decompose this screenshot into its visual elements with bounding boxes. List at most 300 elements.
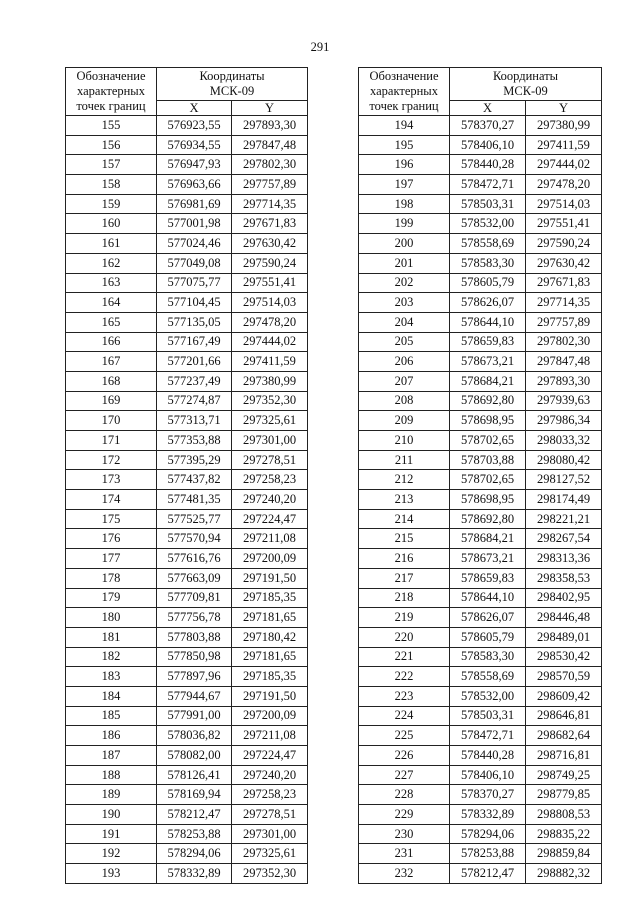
point-number-cell: 206 — [359, 352, 450, 372]
table-row — [359, 253, 602, 273]
table-row — [359, 864, 602, 884]
table-row — [359, 529, 602, 549]
x-coordinate-cell: 578702,65 — [450, 470, 526, 490]
point-number-cell: 186 — [66, 726, 157, 746]
y-coordinate-cell: 298749,25 — [526, 765, 602, 785]
point-number-cell: 183 — [66, 667, 157, 687]
page-number: 291 — [310, 40, 330, 54]
x-coordinate-cell: 578472,71 — [450, 726, 526, 746]
table-row — [359, 470, 602, 490]
table-row — [66, 470, 308, 490]
y-coordinate-cell: 297514,03 — [526, 194, 602, 214]
point-number-cell: 156 — [66, 135, 157, 155]
point-number-cell: 195 — [359, 135, 450, 155]
x-column-header: X — [157, 101, 232, 116]
point-number-cell: 221 — [359, 647, 450, 667]
y-coordinate-cell: 297240,20 — [232, 765, 308, 785]
point-number-cell: 179 — [66, 588, 157, 608]
table-row — [66, 194, 308, 214]
table-row — [66, 529, 308, 549]
point-number-cell: 225 — [359, 726, 450, 746]
point-number-cell: 231 — [359, 844, 450, 864]
table-row — [66, 765, 308, 785]
y-coordinate-cell: 297478,20 — [232, 312, 308, 332]
x-coordinate-cell: 577525,77 — [157, 509, 232, 529]
table-row — [66, 844, 308, 864]
point-number-cell: 173 — [66, 470, 157, 490]
table-row — [359, 411, 602, 431]
x-coordinate-cell: 577237,49 — [157, 371, 232, 391]
point-number-cell: 191 — [66, 824, 157, 844]
table-row — [359, 135, 602, 155]
y-coordinate-cell: 298127,52 — [526, 470, 602, 490]
y-coordinate-cell: 297939,63 — [526, 391, 602, 411]
y-coordinate-cell: 297590,24 — [232, 253, 308, 273]
table-row — [66, 706, 308, 726]
point-number-cell: 229 — [359, 805, 450, 825]
table-row — [66, 568, 308, 588]
x-coordinate-cell: 578532,00 — [450, 686, 526, 706]
x-coordinate-cell: 578440,28 — [450, 746, 526, 766]
table-row — [359, 509, 602, 529]
point-number-cell: 199 — [359, 214, 450, 234]
y-coordinate-cell: 298267,54 — [526, 529, 602, 549]
x-coordinate-cell: 578294,06 — [450, 824, 526, 844]
table-row — [66, 214, 308, 234]
point-number-cell: 192 — [66, 844, 157, 864]
x-coordinate-cell: 578370,27 — [450, 785, 526, 805]
y-coordinate-cell: 298530,42 — [526, 647, 602, 667]
table-row — [66, 293, 308, 313]
y-coordinate-cell: 298646,81 — [526, 706, 602, 726]
table-row — [359, 588, 602, 608]
point-number-cell: 174 — [66, 490, 157, 510]
y-coordinate-cell: 298682,64 — [526, 726, 602, 746]
y-coordinate-cell: 298570,59 — [526, 667, 602, 687]
point-number-cell: 212 — [359, 470, 450, 490]
y-coordinate-cell: 297847,48 — [526, 352, 602, 372]
coordinates-table-right — [358, 67, 602, 884]
y-coordinate-cell: 297757,89 — [232, 175, 308, 195]
x-coordinate-cell: 578673,21 — [450, 352, 526, 372]
y-coordinate-cell: 297185,35 — [232, 667, 308, 687]
point-number-cell: 182 — [66, 647, 157, 667]
y-coordinate-cell: 298358,53 — [526, 568, 602, 588]
point-number-cell: 205 — [359, 332, 450, 352]
y-coordinate-cell: 297211,08 — [232, 726, 308, 746]
x-coordinate-cell: 578082,00 — [157, 746, 232, 766]
x-coordinate-cell: 578583,30 — [450, 647, 526, 667]
x-coordinate-cell: 577274,87 — [157, 391, 232, 411]
table-row — [359, 706, 602, 726]
point-number-cell: 161 — [66, 234, 157, 254]
table-row — [66, 155, 308, 175]
point-number-cell: 159 — [66, 194, 157, 214]
x-coordinate-cell: 578692,80 — [450, 391, 526, 411]
point-number-cell: 218 — [359, 588, 450, 608]
table-row — [359, 726, 602, 746]
table-row — [359, 273, 602, 293]
x-coordinate-cell: 578036,82 — [157, 726, 232, 746]
table-row — [66, 312, 308, 332]
x-coordinate-cell: 578659,83 — [450, 332, 526, 352]
x-coordinate-cell: 578212,47 — [450, 864, 526, 884]
point-number-cell: 185 — [66, 706, 157, 726]
x-coordinate-cell: 577049,08 — [157, 253, 232, 273]
table-row — [66, 686, 308, 706]
point-number-cell: 223 — [359, 686, 450, 706]
table-row — [359, 214, 602, 234]
x-coordinate-cell: 577803,88 — [157, 627, 232, 647]
point-number-cell: 165 — [66, 312, 157, 332]
x-coordinate-cell: 578253,88 — [157, 824, 232, 844]
x-coordinate-cell: 578692,80 — [450, 509, 526, 529]
x-coordinate-cell: 578702,65 — [450, 431, 526, 451]
y-coordinate-cell: 297352,30 — [232, 864, 308, 884]
coordinates-header: Координаты МСК-09 — [157, 68, 308, 101]
point-number-cell: 168 — [66, 371, 157, 391]
x-coordinate-cell: 578684,21 — [450, 529, 526, 549]
x-coordinate-cell: 578440,28 — [450, 155, 526, 175]
x-coordinate-cell: 578558,69 — [450, 234, 526, 254]
table-row — [359, 194, 602, 214]
point-number-cell: 211 — [359, 450, 450, 470]
x-coordinate-cell: 577313,71 — [157, 411, 232, 431]
point-number-cell: 177 — [66, 549, 157, 569]
table-row — [66, 332, 308, 352]
x-coordinate-cell: 578659,83 — [450, 568, 526, 588]
x-coordinate-cell: 576947,93 — [157, 155, 232, 175]
y-coordinate-cell: 298489,01 — [526, 627, 602, 647]
table-row — [66, 116, 308, 136]
table-row — [359, 293, 602, 313]
x-coordinate-cell: 578684,21 — [450, 371, 526, 391]
x-coordinate-cell: 578698,95 — [450, 411, 526, 431]
coordinates-table-left — [65, 67, 308, 884]
table-row — [66, 371, 308, 391]
x-coordinate-cell: 577167,49 — [157, 332, 232, 352]
x-coordinate-cell: 577897,96 — [157, 667, 232, 687]
x-coordinate-cell: 578673,21 — [450, 549, 526, 569]
point-number-cell: 226 — [359, 746, 450, 766]
y-coordinate-cell: 297757,89 — [526, 312, 602, 332]
point-number-cell: 164 — [66, 293, 157, 313]
table-row — [359, 824, 602, 844]
point-number-cell: 158 — [66, 175, 157, 195]
y-coordinate-cell: 297258,23 — [232, 470, 308, 490]
table-row — [359, 608, 602, 628]
x-coordinate-cell: 578583,30 — [450, 253, 526, 273]
point-number-cell: 170 — [66, 411, 157, 431]
x-coordinate-cell: 577709,81 — [157, 588, 232, 608]
x-coordinate-cell: 577991,00 — [157, 706, 232, 726]
y-coordinate-cell: 297802,30 — [526, 332, 602, 352]
x-coordinate-cell: 578605,79 — [450, 273, 526, 293]
point-number-cell: 219 — [359, 608, 450, 628]
y-coordinate-cell: 298716,81 — [526, 746, 602, 766]
point-number-cell: 187 — [66, 746, 157, 766]
point-number-cell: 167 — [66, 352, 157, 372]
y-coordinate-cell: 297301,00 — [232, 431, 308, 451]
table-row — [66, 352, 308, 372]
y-coordinate-cell: 297551,41 — [232, 273, 308, 293]
x-coordinate-cell: 578698,95 — [450, 490, 526, 510]
point-number-cell: 189 — [66, 785, 157, 805]
x-coordinate-cell: 577395,29 — [157, 450, 232, 470]
x-coordinate-cell: 577481,35 — [157, 490, 232, 510]
y-coordinate-cell: 298859,84 — [526, 844, 602, 864]
y-coordinate-cell: 298609,42 — [526, 686, 602, 706]
table-row — [66, 431, 308, 451]
y-coordinate-cell: 297180,42 — [232, 627, 308, 647]
table-row — [359, 765, 602, 785]
y-coordinate-cell: 298221,21 — [526, 509, 602, 529]
point-number-cell: 204 — [359, 312, 450, 332]
table-row — [359, 667, 602, 687]
point-number-cell: 230 — [359, 824, 450, 844]
table-row — [359, 352, 602, 372]
point-label-header: Обозначение характерных точек границ — [66, 68, 157, 116]
table-row — [359, 686, 602, 706]
point-number-cell: 207 — [359, 371, 450, 391]
point-number-cell: 176 — [66, 529, 157, 549]
table-row — [66, 746, 308, 766]
point-number-cell: 169 — [66, 391, 157, 411]
x-coordinate-cell: 578558,69 — [450, 667, 526, 687]
y-coordinate-cell: 297444,02 — [526, 155, 602, 175]
x-coordinate-cell: 576934,55 — [157, 135, 232, 155]
y-coordinate-cell: 297551,41 — [526, 214, 602, 234]
x-coordinate-cell: 578406,10 — [450, 765, 526, 785]
y-coordinate-cell: 297630,42 — [232, 234, 308, 254]
x-coordinate-cell: 577353,88 — [157, 431, 232, 451]
point-number-cell: 197 — [359, 175, 450, 195]
x-coordinate-cell: 576963,66 — [157, 175, 232, 195]
table-row — [359, 450, 602, 470]
x-coordinate-cell: 578370,27 — [450, 116, 526, 136]
x-coordinate-cell: 577616,76 — [157, 549, 232, 569]
y-coordinate-cell: 297191,50 — [232, 686, 308, 706]
point-number-cell: 222 — [359, 667, 450, 687]
table-row — [66, 175, 308, 195]
y-coordinate-cell: 297411,59 — [232, 352, 308, 372]
table-row — [359, 371, 602, 391]
y-coordinate-cell: 297380,99 — [526, 116, 602, 136]
point-number-cell: 166 — [66, 332, 157, 352]
point-number-cell: 220 — [359, 627, 450, 647]
y-coordinate-cell: 297224,47 — [232, 509, 308, 529]
x-coordinate-cell: 577570,94 — [157, 529, 232, 549]
table-row — [66, 805, 308, 825]
point-label-header: Обозначение характерных точек границ — [359, 68, 450, 116]
point-number-cell: 188 — [66, 765, 157, 785]
y-coordinate-cell: 297278,51 — [232, 805, 308, 825]
y-coordinate-cell: 297352,30 — [232, 391, 308, 411]
point-number-cell: 196 — [359, 155, 450, 175]
table-row — [359, 490, 602, 510]
point-number-cell: 162 — [66, 253, 157, 273]
point-number-cell: 155 — [66, 116, 157, 136]
y-coordinate-cell: 297847,48 — [232, 135, 308, 155]
point-number-cell: 180 — [66, 608, 157, 628]
x-coordinate-cell: 578332,89 — [157, 864, 232, 884]
x-coordinate-cell: 577104,45 — [157, 293, 232, 313]
y-coordinate-cell: 298313,36 — [526, 549, 602, 569]
point-number-cell: 172 — [66, 450, 157, 470]
point-number-cell: 215 — [359, 529, 450, 549]
y-coordinate-cell: 297444,02 — [232, 332, 308, 352]
y-coordinate-cell: 297630,42 — [526, 253, 602, 273]
x-coordinate-cell: 578294,06 — [157, 844, 232, 864]
x-coordinate-cell: 577437,82 — [157, 470, 232, 490]
x-coordinate-cell: 577001,98 — [157, 214, 232, 234]
y-coordinate-cell: 298402,95 — [526, 588, 602, 608]
y-coordinate-cell: 297301,00 — [232, 824, 308, 844]
x-coordinate-cell: 578332,89 — [450, 805, 526, 825]
table-row — [66, 234, 308, 254]
table-row — [359, 568, 602, 588]
point-number-cell: 208 — [359, 391, 450, 411]
x-coordinate-cell: 578253,88 — [450, 844, 526, 864]
y-coordinate-cell: 297185,35 — [232, 588, 308, 608]
x-coordinate-cell: 577135,05 — [157, 312, 232, 332]
y-coordinate-cell: 297411,59 — [526, 135, 602, 155]
y-coordinate-cell: 297986,34 — [526, 411, 602, 431]
x-coordinate-cell: 578626,07 — [450, 608, 526, 628]
table-row — [359, 844, 602, 864]
x-coordinate-cell: 578644,10 — [450, 588, 526, 608]
y-column-header: Y — [526, 101, 602, 116]
x-coordinate-cell: 578503,31 — [450, 194, 526, 214]
x-coordinate-cell: 578626,07 — [450, 293, 526, 313]
table-row — [66, 273, 308, 293]
x-coordinate-cell: 578703,88 — [450, 450, 526, 470]
y-coordinate-cell: 298446,48 — [526, 608, 602, 628]
point-number-cell: 175 — [66, 509, 157, 529]
table-row — [66, 667, 308, 687]
table-row — [66, 627, 308, 647]
table-row — [359, 155, 602, 175]
point-number-cell: 227 — [359, 765, 450, 785]
table-row — [359, 175, 602, 195]
point-number-cell: 194 — [359, 116, 450, 136]
y-coordinate-cell: 298835,22 — [526, 824, 602, 844]
point-number-cell: 163 — [66, 273, 157, 293]
y-coordinate-cell: 297200,09 — [232, 549, 308, 569]
x-coordinate-cell: 577075,77 — [157, 273, 232, 293]
table-row — [66, 864, 308, 884]
y-coordinate-cell: 297714,35 — [526, 293, 602, 313]
y-coordinate-cell: 297478,20 — [526, 175, 602, 195]
x-coordinate-cell: 578169,94 — [157, 785, 232, 805]
x-coordinate-cell: 578532,00 — [450, 214, 526, 234]
x-coordinate-cell: 577756,78 — [157, 608, 232, 628]
x-coordinate-cell: 578472,71 — [450, 175, 526, 195]
point-number-cell: 214 — [359, 509, 450, 529]
x-column-header: X — [450, 101, 526, 116]
y-coordinate-cell: 298882,32 — [526, 864, 602, 884]
y-coordinate-cell: 297671,83 — [526, 273, 602, 293]
point-number-cell: 210 — [359, 431, 450, 451]
y-coordinate-cell: 297590,24 — [526, 234, 602, 254]
point-number-cell: 217 — [359, 568, 450, 588]
coordinates-header: Координаты МСК-09 — [450, 68, 602, 101]
y-coordinate-cell: 297893,30 — [526, 371, 602, 391]
table-row — [359, 805, 602, 825]
table-row — [66, 135, 308, 155]
y-coordinate-cell: 297211,08 — [232, 529, 308, 549]
point-number-cell: 193 — [66, 864, 157, 884]
x-coordinate-cell: 578406,10 — [450, 135, 526, 155]
y-coordinate-cell: 297224,47 — [232, 746, 308, 766]
point-number-cell: 224 — [359, 706, 450, 726]
x-coordinate-cell: 576981,69 — [157, 194, 232, 214]
y-coordinate-cell: 297191,50 — [232, 568, 308, 588]
point-number-cell: 184 — [66, 686, 157, 706]
point-number-cell: 190 — [66, 805, 157, 825]
point-number-cell: 232 — [359, 864, 450, 884]
point-number-cell: 228 — [359, 785, 450, 805]
point-number-cell: 181 — [66, 627, 157, 647]
table-row — [66, 647, 308, 667]
table-row — [66, 450, 308, 470]
y-coordinate-cell: 297325,61 — [232, 411, 308, 431]
y-coordinate-cell: 297181,65 — [232, 647, 308, 667]
x-coordinate-cell: 576923,55 — [157, 116, 232, 136]
table-row — [66, 726, 308, 746]
y-coordinate-cell: 298080,42 — [526, 450, 602, 470]
y-coordinate-cell: 297514,03 — [232, 293, 308, 313]
x-coordinate-cell: 577663,09 — [157, 568, 232, 588]
x-coordinate-cell: 578126,41 — [157, 765, 232, 785]
table-row — [66, 824, 308, 844]
y-coordinate-cell: 297325,61 — [232, 844, 308, 864]
point-number-cell: 198 — [359, 194, 450, 214]
point-number-cell: 157 — [66, 155, 157, 175]
point-number-cell: 171 — [66, 431, 157, 451]
x-coordinate-cell: 577024,46 — [157, 234, 232, 254]
table-row — [66, 549, 308, 569]
y-column-header: Y — [232, 101, 308, 116]
table-row — [359, 312, 602, 332]
point-number-cell: 216 — [359, 549, 450, 569]
x-coordinate-cell: 577944,67 — [157, 686, 232, 706]
point-number-cell: 201 — [359, 253, 450, 273]
x-coordinate-cell: 578644,10 — [450, 312, 526, 332]
table-row — [66, 509, 308, 529]
y-coordinate-cell: 298033,32 — [526, 431, 602, 451]
x-coordinate-cell: 578605,79 — [450, 627, 526, 647]
x-coordinate-cell: 578212,47 — [157, 805, 232, 825]
table-row — [359, 647, 602, 667]
table-row — [359, 746, 602, 766]
x-coordinate-cell: 578503,31 — [450, 706, 526, 726]
table-row — [359, 234, 602, 254]
y-coordinate-cell: 297714,35 — [232, 194, 308, 214]
y-coordinate-cell: 297200,09 — [232, 706, 308, 726]
table-row — [359, 549, 602, 569]
y-coordinate-cell: 297258,23 — [232, 785, 308, 805]
table-row — [359, 391, 602, 411]
point-number-cell: 202 — [359, 273, 450, 293]
y-coordinate-cell: 297240,20 — [232, 490, 308, 510]
table-row — [359, 116, 602, 136]
x-coordinate-cell: 577850,98 — [157, 647, 232, 667]
table-row — [359, 627, 602, 647]
x-coordinate-cell: 577201,66 — [157, 352, 232, 372]
y-coordinate-cell: 298808,53 — [526, 805, 602, 825]
point-number-cell: 213 — [359, 490, 450, 510]
